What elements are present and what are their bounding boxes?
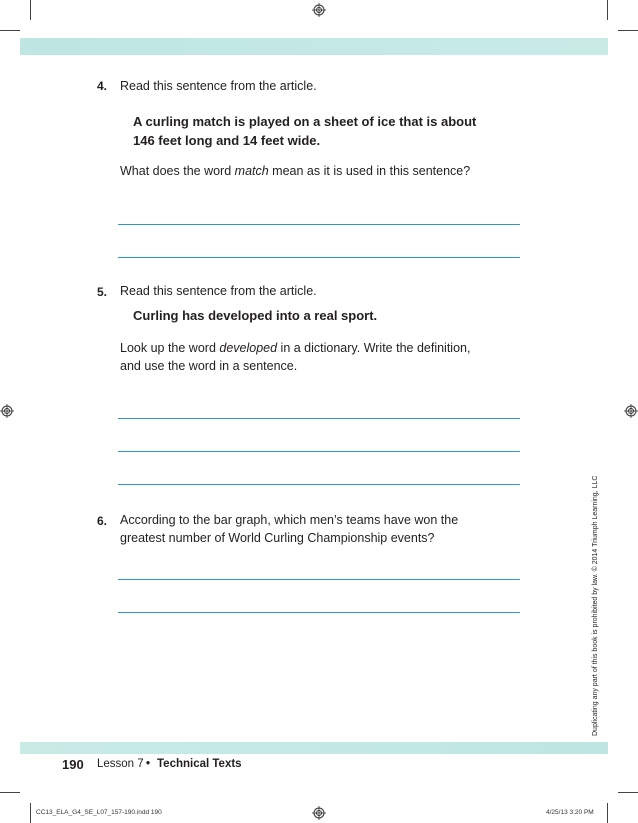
crop-mark <box>607 803 608 823</box>
registration-mark-icon <box>312 806 326 820</box>
registration-mark-icon <box>0 404 14 418</box>
question-text-part: Look up the word <box>120 341 220 355</box>
answer-line[interactable] <box>118 257 520 258</box>
emphasized-word: match <box>234 164 269 178</box>
crop-mark <box>0 792 20 793</box>
section-title: Technical Texts <box>157 758 242 770</box>
quoted-sentence: 146 feet long and 14 feet wide. <box>133 133 321 148</box>
question-number: 5. <box>97 285 108 299</box>
crop-mark <box>30 0 31 20</box>
question-text-part: mean as it is used in this sentence? <box>268 164 471 178</box>
quoted-sentence: A curling match is played on a sheet of ice that is about <box>133 114 477 129</box>
date-slug: 4/25/13 3:20 PM <box>546 809 594 816</box>
question-prompt: Read this sentence from the article. <box>120 284 317 298</box>
quoted-sentence: Curling has developed into a real sport. <box>133 308 378 323</box>
page-number: 190 <box>62 757 84 772</box>
header-band <box>20 38 608 55</box>
question-text-part: in a dictionary. Write the definition, <box>277 341 471 355</box>
registration-mark-icon <box>624 404 638 418</box>
crop-mark <box>607 0 608 20</box>
question-text-part: What does the word <box>120 164 235 178</box>
copyright-notice: Duplicating any part of this book is prohibited by law. © 2014 Triumph Learning, LLC <box>592 475 599 736</box>
answer-line[interactable] <box>118 451 520 452</box>
registration-mark-icon <box>312 3 326 17</box>
footer-band <box>20 742 608 754</box>
answer-line[interactable] <box>118 612 520 613</box>
question-text: According to the bar graph, which men’s teams have won the <box>120 513 459 527</box>
crop-mark <box>618 30 638 31</box>
footer-bullet: • <box>146 758 151 770</box>
question-text <box>120 161 470 182</box>
lesson-label: Lesson 7 <box>97 758 144 770</box>
question-text: greatest number of World Curling Championship events? <box>120 531 435 545</box>
crop-mark <box>618 792 638 793</box>
crop-mark <box>30 803 31 823</box>
question-number: 6. <box>97 514 108 528</box>
answer-line[interactable] <box>118 484 520 485</box>
answer-line[interactable] <box>118 418 520 419</box>
answer-line[interactable] <box>118 224 520 225</box>
question-number: 4. <box>97 79 108 93</box>
file-slug: CC13_ELA_G4_SE_L07_157-190.indd 190 <box>36 809 162 816</box>
emphasized-word: developed <box>219 341 278 355</box>
question-prompt: Read this sentence from the article. <box>120 79 317 93</box>
answer-line[interactable] <box>118 579 520 580</box>
crop-mark <box>0 30 20 31</box>
question-text: and use the word in a sentence. <box>120 359 298 373</box>
